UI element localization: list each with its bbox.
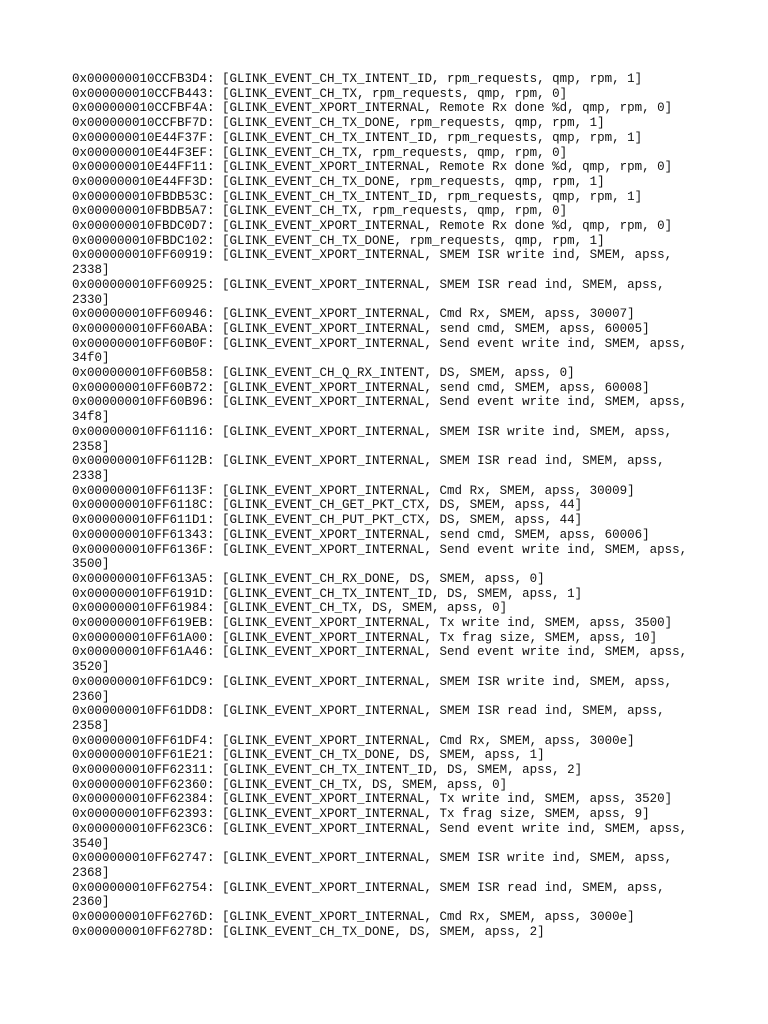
log-line: 0x000000010FF613A5: [GLINK_EVENT_CH_RX_DONE, DS, SMEM, apss, 0] — [72, 571, 545, 586]
log-line-continuation: 2368] — [72, 865, 110, 880]
log-line: 0x000000010FF60B0F: [GLINK_EVENT_XPORT_INTERNAL, Send event write ind, SMEM, apss, — [72, 336, 688, 351]
log-line-continuation: 2338] — [72, 468, 110, 483]
log-line: 0x000000010FF61DC9: [GLINK_EVENT_XPORT_INTERNAL, SMEM ISR write ind, SMEM, apss, — [72, 674, 673, 689]
log-line: 0x000000010FF62384: [GLINK_EVENT_XPORT_INTERNAL, Tx write ind, SMEM, apss, 3520] — [72, 792, 673, 807]
log-line: 0x000000010FBDB5A7: [GLINK_EVENT_CH_TX, rpm_requests, qmp, rpm, 0] — [72, 204, 568, 219]
log-line: 0x000000010FF62754: [GLINK_EVENT_XPORT_INTERNAL, SMEM ISR read ind, SMEM, apss, — [72, 880, 665, 895]
log-line: 0x000000010CCFB3D4: [GLINK_EVENT_CH_TX_INTENT_ID, rpm_requests, qmp, rpm, 1] — [72, 72, 643, 86]
log-line: 0x000000010CCFB443: [GLINK_EVENT_CH_TX, rpm_requests, qmp, rpm, 0] — [72, 86, 568, 101]
log-line: 0x000000010E44F37F: [GLINK_EVENT_CH_TX_INTENT_ID, rpm_requests, qmp, rpm, 1] — [72, 130, 643, 145]
log-line: 0x000000010E44FF3D: [GLINK_EVENT_CH_TX_DONE, rpm_requests, qmp, rpm, 1] — [72, 174, 605, 189]
log-line: 0x000000010FF61A46: [GLINK_EVENT_XPORT_INTERNAL, Send event write ind, SMEM, apss, — [72, 645, 688, 660]
log-line: 0x000000010FF62393: [GLINK_EVENT_XPORT_INTERNAL, Tx frag size, SMEM, apss, 9] — [72, 807, 650, 822]
log-line-continuation: 3520] — [72, 660, 110, 675]
log-line: 0x000000010FBDB53C: [GLINK_EVENT_CH_TX_INTENT_ID, rpm_requests, qmp, rpm, 1] — [72, 189, 643, 204]
log-line: 0x000000010FF60946: [GLINK_EVENT_XPORT_INTERNAL, Cmd Rx, SMEM, apss, 30007] — [72, 307, 635, 322]
log-line: 0x000000010FF623C6: [GLINK_EVENT_XPORT_INTERNAL, Send event write ind, SMEM, apss, — [72, 821, 688, 836]
log-line: 0x000000010FF6276D: [GLINK_EVENT_XPORT_INTERNAL, Cmd Rx, SMEM, apss, 3000e] — [72, 910, 635, 925]
log-line: 0x000000010FF62747: [GLINK_EVENT_XPORT_INTERNAL, SMEM ISR write ind, SMEM, apss, — [72, 851, 673, 866]
log-line-continuation: 2358] — [72, 718, 110, 733]
log-line: 0x000000010FF61DD8: [GLINK_EVENT_XPORT_INTERNAL, SMEM ISR read ind, SMEM, apss, — [72, 704, 665, 719]
log-document — [72, 72, 712, 939]
log-line: 0x000000010E44F3EF: [GLINK_EVENT_CH_TX, rpm_requests, qmp, rpm, 0] — [72, 145, 568, 160]
log-line: 0x000000010E44FF11: [GLINK_EVENT_XPORT_INTERNAL, Remote Rx done %d, qmp, rpm, 0] — [72, 160, 673, 175]
log-line-continuation: 2330] — [72, 292, 110, 307]
log-line: 0x000000010FBDC102: [GLINK_EVENT_CH_TX_DONE, rpm_requests, qmp, rpm, 1] — [72, 233, 605, 248]
log-line: 0x000000010FF62311: [GLINK_EVENT_CH_TX_INTENT_ID, DS, SMEM, apss, 2] — [72, 763, 583, 778]
log-line: 0x000000010FF60B96: [GLINK_EVENT_XPORT_INTERNAL, Send event write ind, SMEM, apss, — [72, 395, 688, 410]
log-line: 0x000000010FF60B72: [GLINK_EVENT_XPORT_INTERNAL, send cmd, SMEM, apss, 60008] — [72, 380, 650, 395]
log-line: 0x000000010FF6278D: [GLINK_EVENT_CH_TX_DONE, DS, SMEM, apss, 2] — [72, 924, 545, 939]
log-line: 0x000000010FF61984: [GLINK_EVENT_CH_TX, DS, SMEM, apss, 0] — [72, 601, 508, 616]
log-line-continuation: 3540] — [72, 836, 110, 851]
log-line: 0x000000010FF62360: [GLINK_EVENT_CH_TX, DS, SMEM, apss, 0] — [72, 777, 508, 792]
log-line: 0x000000010CCFBF4A: [GLINK_EVENT_XPORT_INTERNAL, Remote Rx done %d, qmp, rpm, 0] — [72, 101, 673, 116]
log-line: 0x000000010FF6136F: [GLINK_EVENT_XPORT_INTERNAL, Send event write ind, SMEM, apss, — [72, 542, 688, 557]
log-line-continuation: 2338] — [72, 263, 110, 278]
log-line: 0x000000010FF611D1: [GLINK_EVENT_CH_PUT_PKT_CTX, DS, SMEM, apss, 44] — [72, 513, 583, 528]
log-line: 0x000000010FF61E21: [GLINK_EVENT_CH_TX_DONE, DS, SMEM, apss, 1] — [72, 748, 545, 763]
log-line: 0x000000010FBDC0D7: [GLINK_EVENT_XPORT_INTERNAL, Remote Rx done %d, qmp, rpm, 0] — [72, 219, 673, 234]
log-line: 0x000000010FF6118C: [GLINK_EVENT_CH_GET_PKT_CTX, DS, SMEM, apss, 44] — [72, 498, 583, 513]
log-line: 0x000000010FF60B58: [GLINK_EVENT_CH_Q_RX_INTENT, DS, SMEM, apss, 0] — [72, 366, 575, 381]
log-line: 0x000000010FF6112B: [GLINK_EVENT_XPORT_INTERNAL, SMEM ISR read ind, SMEM, apss, — [72, 454, 665, 469]
log-line-continuation: 34f8] — [72, 410, 110, 425]
log-line: 0x000000010FF60925: [GLINK_EVENT_XPORT_INTERNAL, SMEM ISR read ind, SMEM, apss, — [72, 277, 665, 292]
log-line-continuation: 34f0] — [72, 351, 110, 366]
log-line: 0x000000010FF6191D: [GLINK_EVENT_CH_TX_INTENT_ID, DS, SMEM, apss, 1] — [72, 586, 583, 601]
log-line: 0x000000010FF619EB: [GLINK_EVENT_XPORT_INTERNAL, Tx write ind, SMEM, apss, 3500] — [72, 616, 673, 631]
log-line-continuation: 2360] — [72, 895, 110, 910]
log-line: 0x000000010CCFBF7D: [GLINK_EVENT_CH_TX_DONE, rpm_requests, qmp, rpm, 1] — [72, 116, 605, 131]
log-line: 0x000000010FF61343: [GLINK_EVENT_XPORT_INTERNAL, send cmd, SMEM, apss, 60006] — [72, 527, 650, 542]
log-line-continuation: 3500] — [72, 557, 110, 572]
log-line: 0x000000010FF61116: [GLINK_EVENT_XPORT_INTERNAL, SMEM ISR write ind, SMEM, apss, — [72, 424, 673, 439]
log-line: 0x000000010FF6113F: [GLINK_EVENT_XPORT_INTERNAL, Cmd Rx, SMEM, apss, 30009] — [72, 483, 635, 498]
log-line: 0x000000010FF61DF4: [GLINK_EVENT_XPORT_INTERNAL, Cmd Rx, SMEM, apss, 3000e] — [72, 733, 635, 748]
log-line: 0x000000010FF60919: [GLINK_EVENT_XPORT_INTERNAL, SMEM ISR write ind, SMEM, apss, — [72, 248, 673, 263]
log-line: 0x000000010FF61A00: [GLINK_EVENT_XPORT_INTERNAL, Tx frag size, SMEM, apss, 10] — [72, 630, 658, 645]
log-line: 0x000000010FF60ABA: [GLINK_EVENT_XPORT_INTERNAL, send cmd, SMEM, apss, 60005] — [72, 321, 650, 336]
log-line-continuation: 2358] — [72, 439, 110, 454]
log-line-continuation: 2360] — [72, 689, 110, 704]
